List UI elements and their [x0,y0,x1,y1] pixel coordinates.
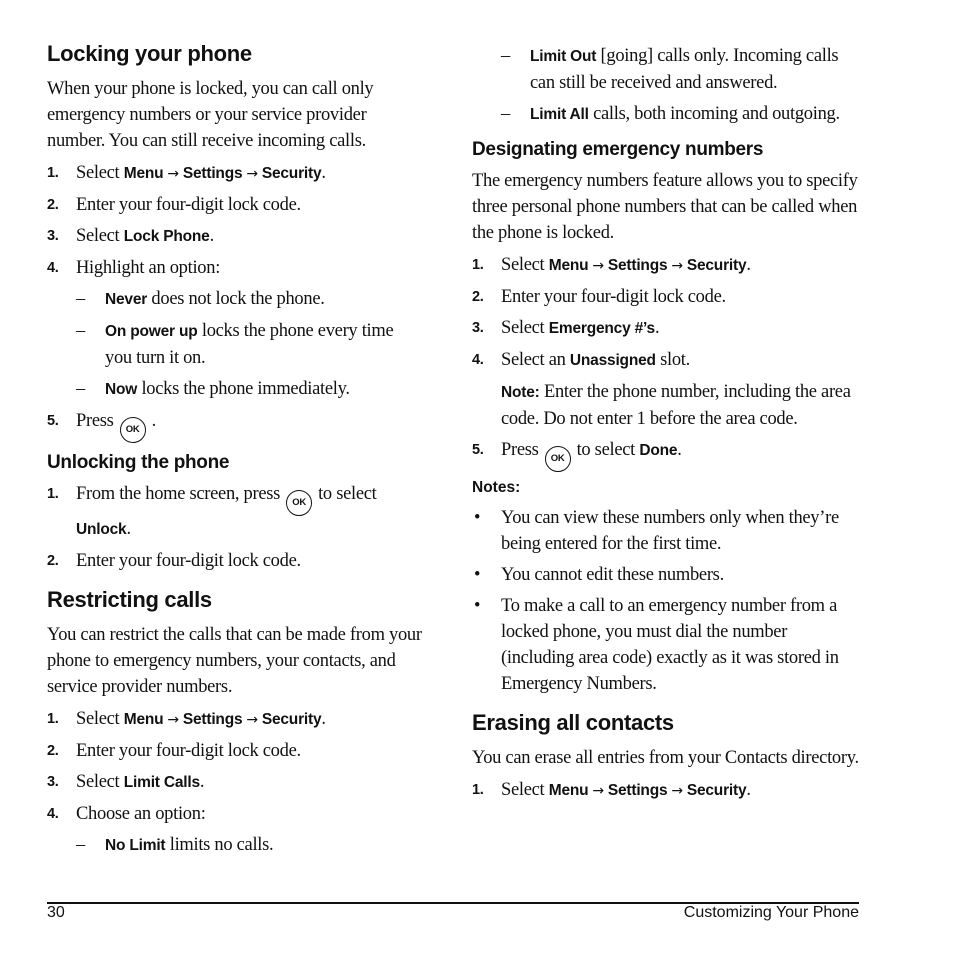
emergency-step-3: 3. Select Emergency #’s. [472,315,864,342]
restricting-option-limit-out [472,43,864,96]
unlock-label: Unlock [76,521,127,538]
bullet-text: To make a call to an emergency number from a locked phone, you must dial the number (including area code) exactly as it was stored in Emergency Numbers. [501,596,839,694]
step-text: Select an [501,350,566,370]
menu-label: Menu [123,165,164,182]
step-text: Select [501,255,545,275]
step-number: 2. [47,743,59,759]
notes-bullet-2 [472,562,864,588]
arrow-icon: → [592,258,604,274]
step-number: 2. [47,197,59,213]
step-number: 4. [472,352,484,368]
section-title-locking: Locking your phone [47,41,252,66]
step-text: Select [501,318,545,338]
step-text: to select [576,440,635,460]
dash-marker: – [501,46,510,66]
arrow-icon: → [671,783,683,799]
restricting-step-3: 3. Select Limit Calls. [47,769,422,796]
locking-option-never [47,286,422,313]
unlocking-step-1: 1. From the home screen, press OK to select Unlock. [47,481,422,543]
menu-label: Menu [123,711,164,728]
settings-label: Settings [182,711,243,728]
emergency-numbers-label: Emergency #’s [548,320,655,337]
section-title-unlocking: Unlocking the phone [47,452,230,473]
step-text: Select [76,163,120,183]
security-label: Security [686,782,747,799]
security-label: Security [261,711,322,728]
option-text: does not lock the phone. [151,289,325,309]
option-label: Now [105,381,138,398]
step-number: 2. [472,289,484,305]
page-number: 30 [47,904,65,921]
option-label: Limit Out [530,48,597,65]
settings-label: Settings [182,165,243,182]
option-text: [going] calls only. Incoming calls can still be received and answered. [530,46,839,93]
unlocking-step-2 [47,548,422,574]
erasing-intro: You can erase all entries from your Contacts directory. [472,748,859,768]
left-column [47,40,422,864]
bullet-marker: • [474,565,481,585]
step-number: 3. [47,774,59,790]
locking-intro: When your phone is locked, you can call only emergency numbers or your service provider number. You can still receive incoming calls. [47,79,374,151]
step-number: 1. [47,711,59,727]
step-number: 2. [47,553,59,569]
option-label: Limit All [530,106,589,123]
option-text: locks the phone immediately. [141,379,350,399]
option-label: Never [105,291,148,308]
section-title-erasing: Erasing all contacts [472,710,674,735]
step-text: Enter your four-digit lock code. [501,287,726,307]
security-label: Security [686,257,747,274]
arrow-icon: → [592,783,604,799]
ok-key-icon: OK [545,446,571,472]
locking-step-5: 5. Press OK . [47,408,422,443]
done-label: Done [639,442,678,459]
chapter-title: Customizing Your Phone [683,904,859,921]
option-text: limits no calls. [169,835,274,855]
step-text: Press [76,411,114,431]
section-title-restricting: Restricting calls [47,587,212,612]
step-text: slot. [660,350,690,370]
step-text: to select [318,484,377,504]
step-text: Highlight an option: [76,258,221,278]
settings-label: Settings [607,782,668,799]
step-text: Enter your four-digit lock code. [76,195,301,215]
emergency-step-5: 5. Press OK to select Done. [472,437,864,472]
step-number: 4. [47,260,59,276]
step-number: 3. [47,228,59,244]
dash-marker: – [501,104,510,124]
bullet-marker: • [474,508,481,528]
step-number: 1. [47,486,59,502]
settings-label: Settings [607,257,668,274]
section-title-emergency: Designating emergency numbers [472,139,764,160]
lock-phone-label: Lock Phone [123,228,210,245]
step-number: 4. [47,806,59,822]
bullet-marker: • [474,596,481,616]
step-text: Choose an option: [76,804,206,824]
option-label: On power up [105,323,198,340]
arrow-icon: → [246,712,258,728]
notes-bullet-1 [472,505,864,557]
restricting-step-2 [47,738,422,764]
step-text: Press [501,440,539,460]
note-text: Enter the phone number, including the area code. Do not enter 1 before the area code. [501,382,851,429]
step-number: 1. [472,257,484,273]
arrow-icon: → [167,166,179,182]
right-column [472,43,864,809]
locking-step-4 [47,255,422,281]
locking-step-3: 3. Select Lock Phone. [47,223,422,250]
notes-label: Notes: [472,479,521,496]
step-number: 1. [47,165,59,181]
restricting-step-1: 1. Select Menu → Settings → Security. [47,706,422,733]
step-number: 1. [472,782,484,798]
step-text: Select [501,780,545,800]
dash-marker: – [76,835,85,855]
arrow-icon: → [671,258,683,274]
ok-key-icon: OK [120,417,146,443]
emergency-intro: The emergency numbers feature allows you to specify three personal phone numbers that can be called when the phone is locked. [472,171,858,243]
dash-marker: – [76,289,85,309]
erasing-step-1: 1. Select Menu → Settings → Security. [472,777,864,804]
bullet-text: You can view these numbers only when they’re being entered for the first time. [501,508,839,554]
step-text: From the home screen, press [76,484,281,504]
step-text: Select [76,709,120,729]
arrow-icon: → [246,166,258,182]
option-text: locks the phone every time you turn it on. [105,321,394,368]
dash-marker: – [76,379,85,399]
emergency-step-2 [472,284,864,310]
restricting-option-limit-all [472,101,864,128]
limit-calls-label: Limit Calls [123,774,200,791]
step-text: Enter your four-digit lock code. [76,551,301,571]
locking-step-2 [47,192,422,218]
locking-option-on-power-up [47,318,422,371]
security-label: Security [261,165,322,182]
dash-marker: – [76,321,85,341]
locking-step-1: 1. Select Menu → Settings → Security. [47,160,422,187]
step-text: Enter your four-digit lock code. [76,741,301,761]
option-label: No Limit [105,837,166,854]
option-text: calls, both incoming and outgoing. [593,104,840,124]
menu-label: Menu [548,257,589,274]
restricting-step-4 [47,801,422,827]
arrow-icon: → [167,712,179,728]
emergency-note [472,379,864,432]
step-text: Select [76,226,120,246]
unassigned-label: Unassigned [569,352,656,369]
step-number: 5. [472,442,484,458]
step-number: 3. [472,320,484,336]
bullet-text: You cannot edit these numbers. [501,565,724,585]
restricting-option-no-limit [47,832,422,859]
ok-key-icon: OK [286,490,312,516]
emergency-step-1: 1. Select Menu → Settings → Security. [472,252,864,279]
emergency-step-4 [472,347,864,374]
locking-option-now [47,376,422,403]
notes-bullet-3 [472,593,864,697]
step-text: Select [76,772,120,792]
step-number: 5. [47,413,59,429]
restricting-intro: You can restrict the calls that can be made from your phone to emergency numbers, your contacts, and service provider numbers. [47,625,422,697]
menu-label: Menu [548,782,589,799]
note-label: Note: [501,384,540,401]
